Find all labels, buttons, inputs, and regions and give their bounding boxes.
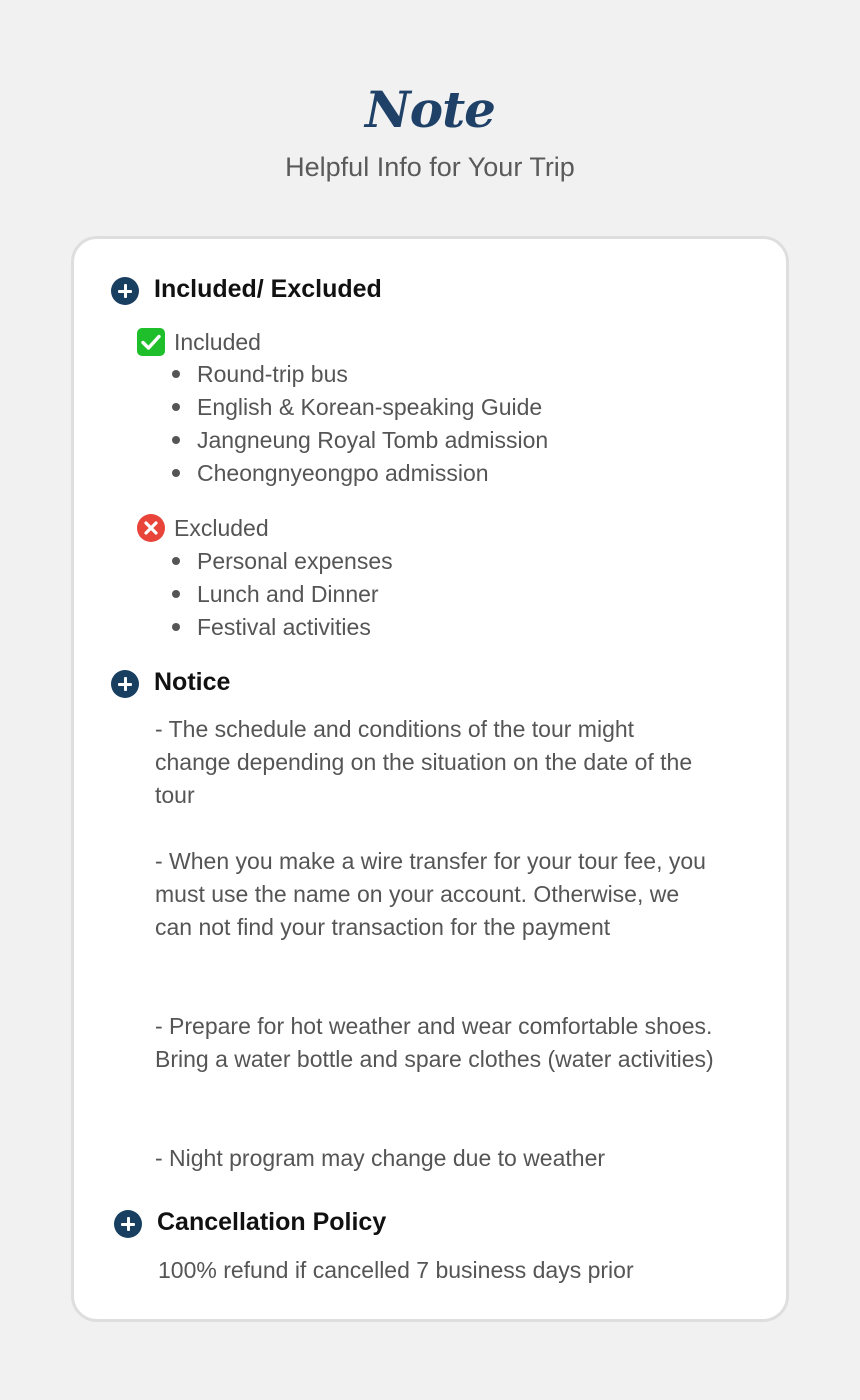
bullet-dot <box>172 590 180 598</box>
bullet-dot <box>172 370 180 378</box>
bullet-dot <box>172 436 180 444</box>
bullet-dot <box>172 623 180 631</box>
included-item: English & Korean-speaking Guide <box>197 394 543 420</box>
x-circle-icon <box>137 514 165 542</box>
included-item: Round-trip bus <box>197 361 348 387</box>
excluded-item: Lunch and Dinner <box>197 581 379 607</box>
notice-paragraph: - Night program may change due to weather <box>155 1145 606 1171</box>
plus-circle-icon <box>111 277 139 305</box>
notice-heading: Notice <box>154 668 231 696</box>
included-item: Jangneung Royal Tomb admission <box>197 427 549 453</box>
bullet-dot <box>172 557 180 565</box>
info-card <box>71 236 789 1322</box>
cancellation-policy-text: 100% refund if cancelled 7 business days prior <box>158 1257 634 1283</box>
notice-paragraph: - The schedule and conditions of the tour might change depending on the situation on the date of the tour <box>155 716 693 808</box>
bullet-dot <box>172 403 180 411</box>
included-excluded-heading: Included/ Excluded <box>154 275 382 303</box>
excluded-item: Festival activities <box>197 614 371 640</box>
notice-paragraph: - When you make a wire transfer for your tour fee, you must use the name on your account. Otherwise, we can not find your transaction for the payment <box>155 848 706 940</box>
notice-paragraph: - Prepare for hot weather and wear comfortable shoes. Bring a water bottle and spare clothes (water activities) <box>155 1013 714 1072</box>
included-item: Cheongnyeongpo admission <box>197 460 489 486</box>
plus-circle-icon <box>111 670 139 698</box>
plus-circle-icon <box>114 1210 142 1238</box>
excluded-item: Personal expenses <box>197 548 393 574</box>
included-label: Included <box>174 329 261 355</box>
page-title: Note <box>365 80 495 139</box>
excluded-label: Excluded <box>174 515 269 541</box>
bullet-dot <box>172 469 180 477</box>
page-subtitle: Helpful Info for Your Trip <box>285 152 575 182</box>
cancellation-policy-heading: Cancellation Policy <box>157 1208 387 1236</box>
check-box-icon <box>137 328 165 356</box>
